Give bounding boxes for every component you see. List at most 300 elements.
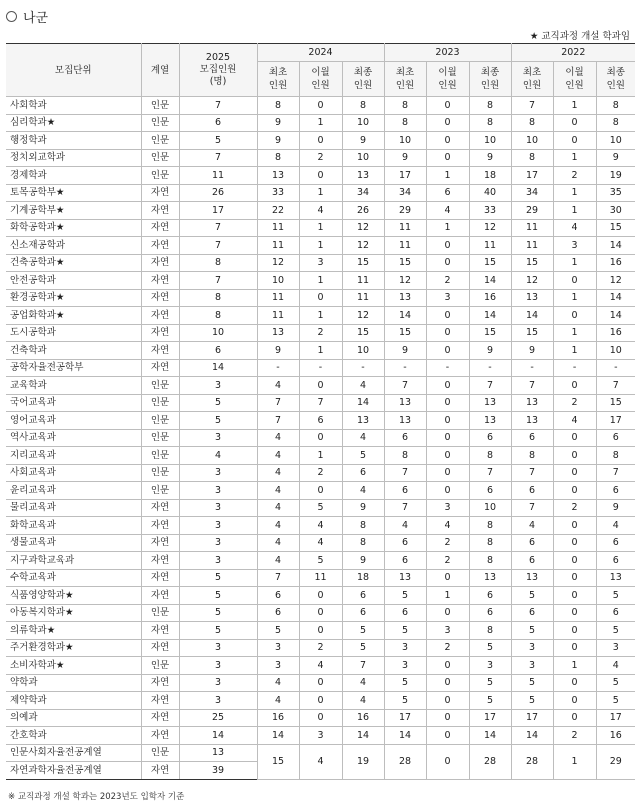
value-cell: 14 (342, 394, 384, 412)
value-cell: - (553, 359, 596, 377)
unit-cell: 화학공학과★ (6, 219, 141, 237)
value-cell: 5 (342, 639, 384, 657)
value-cell: 7 (469, 377, 511, 395)
value-cell: 10 (342, 149, 384, 167)
table-row (6, 149, 635, 167)
value-cell: 5 (299, 499, 342, 517)
value-cell: 4 (342, 692, 384, 710)
value-cell: 4 (299, 657, 342, 675)
value-cell: 7 (511, 499, 553, 517)
value-cell: 12 (342, 307, 384, 325)
header-2025: 2025 모집인원 (명) (179, 44, 257, 97)
unit-cell: 주거환경학과★ (6, 639, 141, 657)
value-cell: 4 (257, 674, 299, 692)
value-cell: 6 (384, 482, 426, 500)
value-cell: 3 (179, 534, 257, 552)
value-cell: 0 (553, 534, 596, 552)
table-row (6, 744, 635, 762)
field-cell: 인문 (141, 377, 179, 395)
value-cell: 9 (511, 342, 553, 360)
value-cell: 5 (511, 622, 553, 640)
value-cell: 6 (179, 114, 257, 132)
value-cell: 17 (384, 167, 426, 185)
field-cell: 인문 (141, 114, 179, 132)
value-cell: 34 (342, 184, 384, 202)
value-cell: 0 (426, 342, 469, 360)
value-cell: 5 (596, 674, 635, 692)
unit-cell: 사회학과 (6, 97, 141, 115)
value-cell: 0 (426, 394, 469, 412)
value-cell: 7 (257, 569, 299, 587)
table-row (6, 552, 635, 570)
field-cell: 자연 (141, 552, 179, 570)
footnote: ※ 교직과정 개설 학과는 2023년도 입학자 기준 (8, 792, 185, 802)
value-cell: 9 (384, 342, 426, 360)
value-cell: 7 (511, 377, 553, 395)
merged-value-cell: 28 (511, 744, 553, 779)
value-cell: 5 (179, 394, 257, 412)
value-cell: 8 (469, 552, 511, 570)
value-cell: 10 (596, 342, 635, 360)
value-cell: 14 (469, 307, 511, 325)
table-row (6, 412, 635, 430)
value-cell: 4 (299, 517, 342, 535)
value-cell: 6 (384, 534, 426, 552)
value-cell: 7 (596, 377, 635, 395)
header-sub: 최초 인원 (384, 62, 426, 97)
value-cell: 4 (426, 517, 469, 535)
table-row (6, 727, 635, 745)
table-row (6, 622, 635, 640)
unit-cell: 토목공학부★ (6, 184, 141, 202)
value-cell: 5 (384, 587, 426, 605)
value-cell: 13 (469, 412, 511, 430)
value-cell: 8 (179, 307, 257, 325)
field-cell: 인문 (141, 657, 179, 675)
value-cell: 0 (553, 622, 596, 640)
value-cell: 0 (426, 149, 469, 167)
value-cell: 30 (596, 202, 635, 220)
value-cell: 8 (596, 114, 635, 132)
value-cell: 5 (469, 639, 511, 657)
value-cell: 40 (469, 184, 511, 202)
value-cell: 11 (342, 272, 384, 290)
value-cell: 5 (179, 604, 257, 622)
value-cell: 10 (342, 342, 384, 360)
value-cell: 29 (384, 202, 426, 220)
unit-cell: 교육학과 (6, 377, 141, 395)
unit-cell: 소비자학과★ (6, 657, 141, 675)
table-row (6, 674, 635, 692)
value-cell: 7 (384, 377, 426, 395)
value-cell: 2 (299, 324, 342, 342)
value-cell: - (342, 359, 384, 377)
value-cell: 11 (342, 289, 384, 307)
unit-cell: 생물교육과 (6, 534, 141, 552)
table-row (6, 114, 635, 132)
value-cell: 3 (179, 429, 257, 447)
unit-cell: 사회교육과 (6, 464, 141, 482)
value-cell: 14 (511, 307, 553, 325)
value-cell: 11 (384, 219, 426, 237)
value-cell: 6 (342, 464, 384, 482)
value-cell: 5 (511, 674, 553, 692)
value-cell: 12 (511, 272, 553, 290)
value-cell: 8 (511, 149, 553, 167)
header-field: 계열 (141, 44, 179, 97)
value-cell: 6 (469, 604, 511, 622)
value-cell: 0 (299, 377, 342, 395)
value-cell: 6 (511, 604, 553, 622)
table-row (6, 447, 635, 465)
table-row (6, 639, 635, 657)
value-cell: 17 (596, 412, 635, 430)
header-year-2022: 2022 (511, 44, 635, 62)
value-cell: 11 (257, 307, 299, 325)
value-cell: 14 (179, 359, 257, 377)
unit-cell: 심리학과★ (6, 114, 141, 132)
value-cell: 7 (257, 394, 299, 412)
value-cell: 3 (179, 657, 257, 675)
value-cell: 4 (257, 552, 299, 570)
value-cell: 3 (179, 552, 257, 570)
value-cell: 18 (342, 569, 384, 587)
table-row (6, 359, 635, 377)
value-cell: 10 (511, 132, 553, 150)
value-cell: 0 (426, 604, 469, 622)
field-cell: 인문 (141, 167, 179, 185)
value-cell: 33 (469, 202, 511, 220)
value-cell: 4 (299, 534, 342, 552)
value-cell: 7 (384, 499, 426, 517)
value-cell: 13 (342, 412, 384, 430)
table-row (6, 167, 635, 185)
field-cell: 자연 (141, 534, 179, 552)
value-cell: 39 (179, 762, 257, 780)
value-cell: 4 (257, 534, 299, 552)
value-cell: 2 (426, 272, 469, 290)
field-cell: 자연 (141, 237, 179, 255)
value-cell: 8 (384, 97, 426, 115)
unit-cell: 화학교육과 (6, 517, 141, 535)
value-cell: 0 (299, 709, 342, 727)
value-cell: 6 (179, 342, 257, 360)
value-cell: 0 (426, 97, 469, 115)
unit-cell: 도시공학과 (6, 324, 141, 342)
value-cell: 3 (426, 499, 469, 517)
value-cell: 6 (596, 534, 635, 552)
field-cell: 자연 (141, 692, 179, 710)
table-row (6, 517, 635, 535)
value-cell: 3 (179, 674, 257, 692)
value-cell: 7 (469, 464, 511, 482)
value-cell: 1 (299, 219, 342, 237)
value-cell: 8 (257, 149, 299, 167)
value-cell: 8 (384, 114, 426, 132)
field-cell: 인문 (141, 429, 179, 447)
value-cell: 1 (426, 219, 469, 237)
value-cell: 1 (299, 272, 342, 290)
value-cell: 1 (426, 167, 469, 185)
value-cell: 13 (384, 289, 426, 307)
value-cell: 0 (553, 307, 596, 325)
unit-cell: 행정학과 (6, 132, 141, 150)
value-cell: 8 (179, 289, 257, 307)
field-cell: 자연 (141, 517, 179, 535)
field-cell: 자연 (141, 499, 179, 517)
table-row (6, 324, 635, 342)
value-cell: 12 (257, 254, 299, 272)
value-cell: 6 (342, 587, 384, 605)
value-cell: 0 (426, 114, 469, 132)
value-cell: 6 (257, 587, 299, 605)
legend-text: 교직과정 개설 학과임 (541, 31, 630, 42)
value-cell: 13 (511, 412, 553, 430)
value-cell: 0 (426, 692, 469, 710)
value-cell: 14 (469, 727, 511, 745)
value-cell: 14 (596, 307, 635, 325)
value-cell: 7 (511, 97, 553, 115)
field-cell: 자연 (141, 342, 179, 360)
unit-cell: 지구과학교육과 (6, 552, 141, 570)
merged-value-cell: 19 (342, 744, 384, 779)
value-cell: 16 (342, 709, 384, 727)
value-cell: 0 (299, 692, 342, 710)
field-cell: 자연 (141, 639, 179, 657)
value-cell: 11 (469, 237, 511, 255)
table-row (6, 709, 635, 727)
value-cell: 6 (384, 429, 426, 447)
value-cell: 1 (299, 447, 342, 465)
value-cell: 9 (342, 499, 384, 517)
value-cell: 5 (179, 569, 257, 587)
value-cell: 1 (299, 184, 342, 202)
value-cell: 7 (179, 219, 257, 237)
value-cell: 4 (257, 692, 299, 710)
value-cell: 0 (299, 167, 342, 185)
value-cell: 5 (342, 622, 384, 640)
value-cell: 13 (469, 394, 511, 412)
value-cell: 8 (511, 447, 553, 465)
value-cell: 0 (426, 727, 469, 745)
value-cell: 33 (257, 184, 299, 202)
value-cell: 14 (511, 727, 553, 745)
value-cell: 8 (596, 447, 635, 465)
value-cell: 6 (257, 604, 299, 622)
value-cell: 8 (469, 114, 511, 132)
value-cell: 3 (179, 482, 257, 500)
value-cell: 3 (596, 639, 635, 657)
value-cell: 3 (469, 657, 511, 675)
value-cell: 4 (596, 517, 635, 535)
value-cell: 10 (469, 132, 511, 150)
value-cell: 0 (299, 132, 342, 150)
field-cell: 인문 (141, 604, 179, 622)
value-cell: 17 (511, 709, 553, 727)
value-cell: 9 (469, 149, 511, 167)
unit-cell: 영어교육과 (6, 412, 141, 430)
value-cell: 11 (299, 569, 342, 587)
value-cell: 2 (426, 534, 469, 552)
value-cell: 5 (342, 447, 384, 465)
header-sub: 최초 인원 (511, 62, 553, 97)
value-cell: 8 (469, 517, 511, 535)
table-row (6, 307, 635, 325)
value-cell: 13 (596, 569, 635, 587)
circle-icon (6, 11, 17, 22)
value-cell: 5 (596, 692, 635, 710)
header-sub: 이월 인원 (426, 62, 469, 97)
value-cell: 9 (596, 149, 635, 167)
value-cell: 3 (179, 377, 257, 395)
unit-cell: 신소재공학과 (6, 237, 141, 255)
header-year-2023: 2023 (384, 44, 511, 62)
value-cell: 6 (596, 482, 635, 500)
field-cell: 인문 (141, 394, 179, 412)
value-cell: 6 (511, 482, 553, 500)
value-cell: 3 (384, 657, 426, 675)
field-cell: 자연 (141, 622, 179, 640)
value-cell: 0 (426, 132, 469, 150)
value-cell: 10 (596, 132, 635, 150)
value-cell: 10 (257, 272, 299, 290)
value-cell: 9 (469, 342, 511, 360)
table-row (6, 254, 635, 272)
value-cell: 5 (511, 692, 553, 710)
value-cell: 4 (257, 464, 299, 482)
field-cell: 인문 (141, 132, 179, 150)
value-cell: 5 (596, 622, 635, 640)
value-cell: 0 (553, 447, 596, 465)
value-cell: 14 (596, 289, 635, 307)
value-cell: 13 (257, 324, 299, 342)
value-cell: 15 (384, 324, 426, 342)
value-cell: 0 (426, 307, 469, 325)
table-row (6, 202, 635, 220)
value-cell: 2 (553, 167, 596, 185)
value-cell: 8 (257, 97, 299, 115)
value-cell: 3 (511, 657, 553, 675)
merged-value-cell: 28 (384, 744, 426, 779)
value-cell: 25 (179, 709, 257, 727)
value-cell: 11 (179, 167, 257, 185)
table-row (6, 499, 635, 517)
value-cell: 0 (299, 674, 342, 692)
value-cell: 0 (553, 569, 596, 587)
value-cell: 0 (553, 272, 596, 290)
value-cell: 2 (299, 149, 342, 167)
value-cell: 4 (342, 377, 384, 395)
value-cell: 16 (596, 727, 635, 745)
value-cell: 0 (299, 429, 342, 447)
value-cell: 35 (596, 184, 635, 202)
value-cell: 7 (179, 272, 257, 290)
admissions-table (6, 43, 635, 780)
field-cell: 인문 (141, 482, 179, 500)
value-cell: 2 (553, 394, 596, 412)
value-cell: 10 (342, 114, 384, 132)
unit-cell: 건축공학과★ (6, 254, 141, 272)
unit-cell: 인문사회자율전공계열 (6, 744, 141, 762)
value-cell: 6 (596, 604, 635, 622)
section-title (6, 6, 48, 26)
field-cell: 인문 (141, 464, 179, 482)
value-cell: 6 (596, 552, 635, 570)
table-row (6, 604, 635, 622)
value-cell: 8 (342, 534, 384, 552)
value-cell: - (426, 359, 469, 377)
value-cell: 3 (179, 499, 257, 517)
value-cell: 5 (469, 674, 511, 692)
field-cell: 자연 (141, 184, 179, 202)
unit-cell: 정치외교학과 (6, 149, 141, 167)
field-cell: 자연 (141, 324, 179, 342)
value-cell: - (257, 359, 299, 377)
value-cell: 0 (426, 674, 469, 692)
value-cell: 1 (426, 587, 469, 605)
table-row (6, 97, 635, 115)
value-cell: 0 (553, 482, 596, 500)
value-cell: 1 (299, 342, 342, 360)
value-cell: - (596, 359, 635, 377)
value-cell: 4 (511, 517, 553, 535)
value-cell: 6 (469, 587, 511, 605)
header-sub: 이월 인원 (299, 62, 342, 97)
table-row (6, 429, 635, 447)
table-row (6, 569, 635, 587)
value-cell: 17 (469, 709, 511, 727)
unit-cell: 지리교육과 (6, 447, 141, 465)
value-cell: 13 (511, 289, 553, 307)
table-row (6, 394, 635, 412)
unit-cell: 공학자율전공학부 (6, 359, 141, 377)
table-row (6, 289, 635, 307)
value-cell: 0 (426, 569, 469, 587)
value-cell: - (469, 359, 511, 377)
value-cell: 7 (511, 464, 553, 482)
value-cell: 7 (179, 237, 257, 255)
value-cell: 0 (553, 639, 596, 657)
value-cell: 1 (299, 237, 342, 255)
value-cell: 6 (469, 429, 511, 447)
value-cell: - (384, 359, 426, 377)
value-cell: 5 (179, 587, 257, 605)
value-cell: 5 (179, 412, 257, 430)
value-cell: 6 (596, 429, 635, 447)
value-cell: - (511, 359, 553, 377)
value-cell: 16 (596, 324, 635, 342)
value-cell: 12 (384, 272, 426, 290)
value-cell: 0 (426, 377, 469, 395)
table-row (6, 237, 635, 255)
value-cell: 16 (257, 709, 299, 727)
value-cell: 3 (257, 639, 299, 657)
value-cell: 15 (511, 254, 553, 272)
value-cell: 9 (342, 132, 384, 150)
value-cell: 0 (553, 552, 596, 570)
header-unit: 모집단위 (6, 44, 141, 97)
value-cell: 0 (426, 709, 469, 727)
value-cell: 0 (553, 377, 596, 395)
value-cell: 13 (384, 569, 426, 587)
unit-cell: 수학교육과 (6, 569, 141, 587)
star-icon: ★ (529, 31, 539, 42)
value-cell: 15 (511, 324, 553, 342)
value-cell: 6 (511, 534, 553, 552)
value-cell: 10 (384, 132, 426, 150)
value-cell: 3 (511, 639, 553, 657)
table-row (6, 534, 635, 552)
